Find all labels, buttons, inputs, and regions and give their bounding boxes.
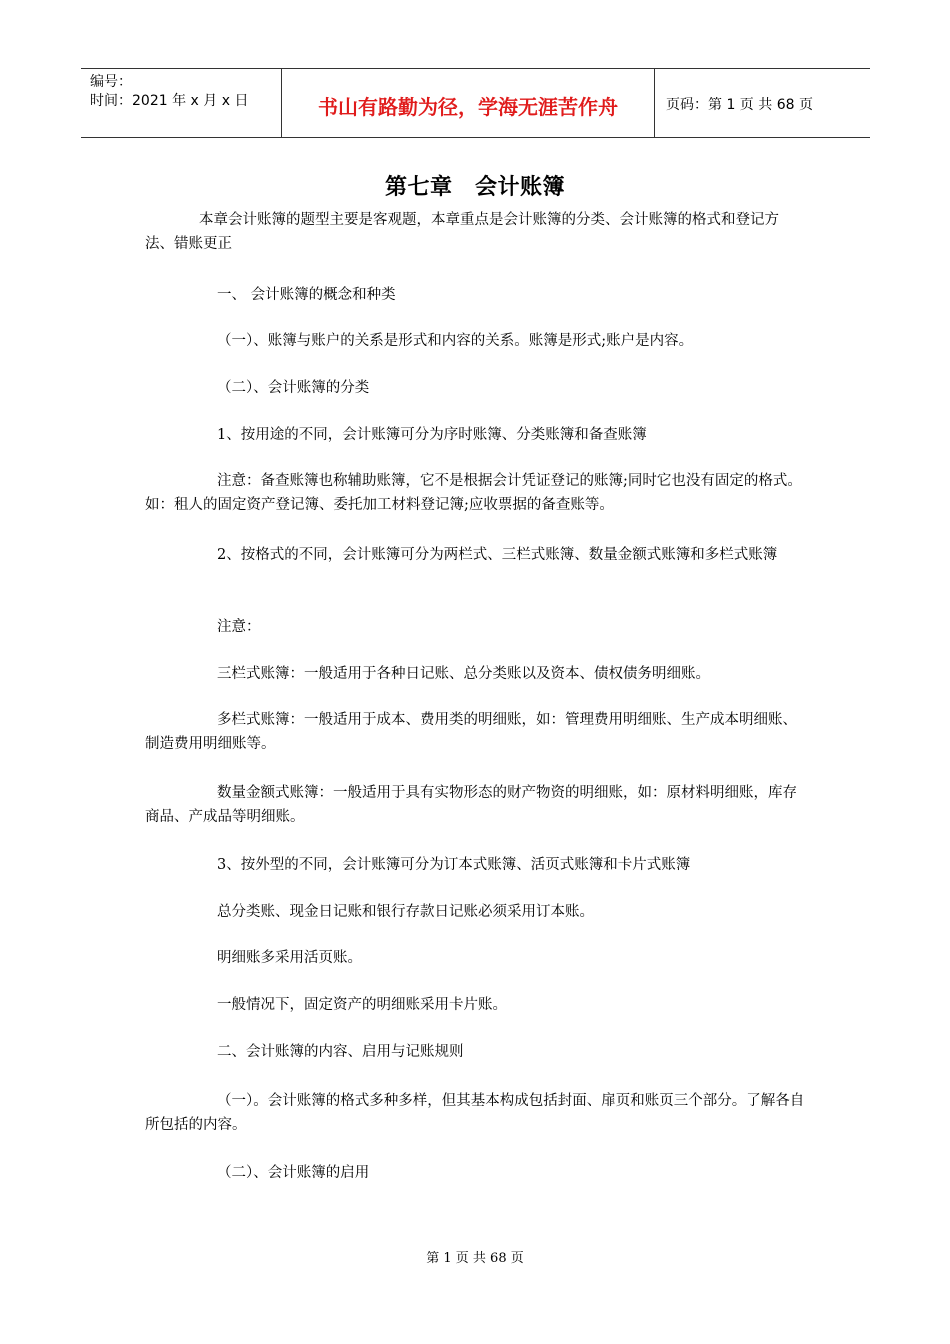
subsection-heading: （二）、会计账簿的分类 — [217, 380, 370, 396]
page-header — [81, 68, 870, 138]
header-page-info: 页码：第 1 页 共 68 页 — [666, 97, 813, 113]
chapter-title: 第七章 会计账簿 — [384, 175, 565, 200]
paragraph: 本章会计账簿的题型主要是客观题，本章重点是会计账簿的分类、会计账簿的格式和登记方法、错账更正 — [145, 212, 779, 252]
paragraph: 明细账多采用活页账。 — [217, 950, 362, 966]
paragraph: （一）、账簿与账户的关系是形式和内容的关系。账簿是形式;账户是内容。 — [217, 333, 694, 349]
subsection-heading: （二）、会计账簿的启用 — [217, 1165, 370, 1181]
paragraph: 总分类账、现金日记账和银行存款日记账必须采用订本账。 — [217, 904, 594, 920]
page-footer: 第 1 页 共 68 页 — [426, 1251, 524, 1266]
header-motto: 书山有路勤为径，学海无涯苦作舟 — [282, 69, 655, 137]
document-number: 编号： — [90, 74, 132, 90]
section-heading: 二、会计账簿的内容、启用与记账规则 — [217, 1044, 464, 1060]
paragraph: （一）。会计账簿的格式多种多样，但其基本构成包括封面、扉页和账页三个部分。了解各自所包括的内容。 — [145, 1093, 805, 1133]
paragraph: 数量金额式账簿：一般适用于具有实物形态的财产物资的明细账，如：原材料明细账，库存商品、产成品等明细账。 — [145, 785, 797, 825]
paragraph: 2、按格式的不同，会计账簿可分为两栏式、三栏式账簿、数量金额式账簿和多栏式账簿 — [217, 547, 778, 563]
paragraph: 注意：备查账簿也称辅助账簿，它不是根据会计凭证登记的账簿;同时它也没有固定的格式。如：租人的固定资产登记簿、委托加工材料登记簿;应收票据的备查账等。 — [145, 473, 802, 513]
paragraph: 3、按外型的不同，会计账簿可分为订本式账簿、活页式账簿和卡片式账簿 — [217, 857, 691, 873]
paragraph: 三栏式账簿：一般适用于各种日记账、总分类账以及资本、债权债务明细账。 — [217, 666, 710, 682]
section-heading: 一、 会计账簿的概念和种类 — [217, 287, 396, 303]
paragraph: 一般情况下，固定资产的明细账采用卡片账。 — [217, 997, 507, 1013]
paragraph: 多栏式账簿：一般适用于成本、费用类的明细账，如：管理费用明细账、生产成本明细账、制造费用明细账等。 — [145, 712, 797, 752]
header-meta — [81, 69, 282, 137]
document-date: 时间：2021 年 x 月 x 日 — [90, 93, 249, 109]
paragraph: 注意： — [217, 619, 261, 635]
paragraph: 1、按用途的不同，会计账簿可分为序时账簿、分类账簿和备查账簿 — [217, 427, 647, 443]
